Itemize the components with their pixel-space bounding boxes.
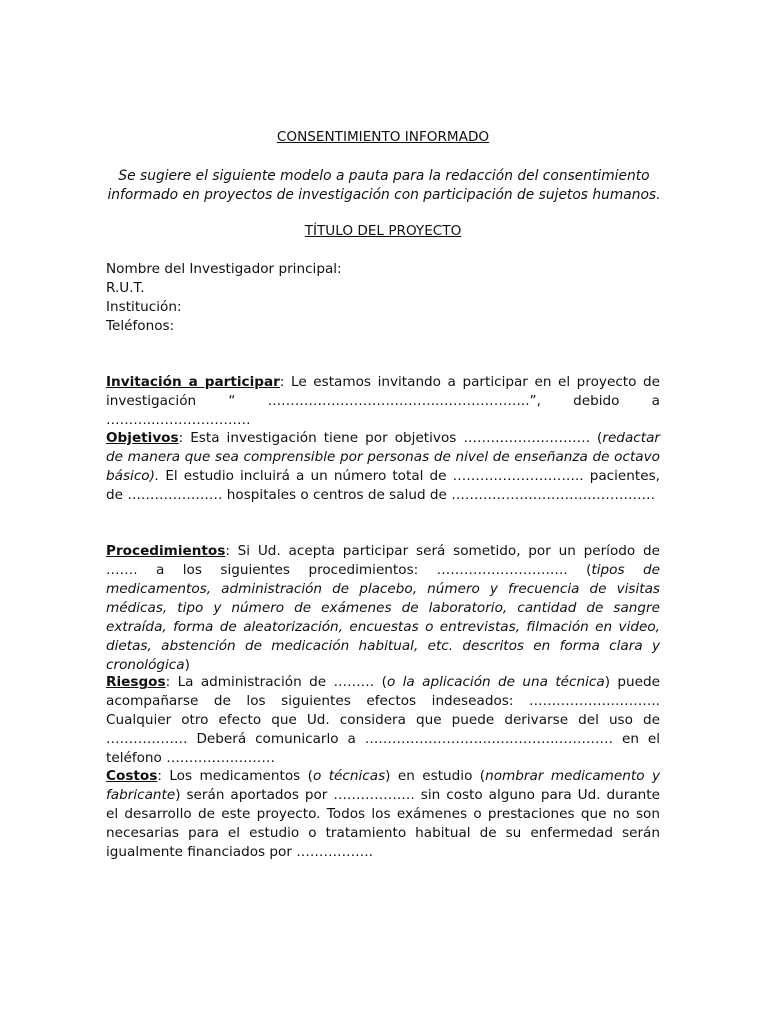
- section-text-costos-1: : Los medicamentos (: [157, 768, 313, 784]
- section-italic-costos-1: o técnicas: [312, 768, 386, 784]
- section-text-costos-2: ) en estudio (: [385, 768, 486, 784]
- phones-label: Teléfonos:: [106, 318, 175, 334]
- investigator-fields: [106, 260, 660, 336]
- investigator-name-label: Nombre del Investigador principal:: [106, 261, 342, 277]
- document-title: CONSENTIMIENTO INFORMADO: [276, 129, 490, 145]
- section-heading-costos: Costos: [106, 768, 158, 784]
- section-italic-objetivos: redactar de manera que sea comprensible por personas de nivel de enseñanza de octavo básico).: [106, 430, 660, 484]
- institution-label: Institución:: [106, 299, 182, 315]
- section-heading-objetivos: Objetivos: [106, 430, 179, 446]
- section-italic-costos-2: nombrar medicamento y fabricante: [106, 768, 660, 803]
- section-text-invitacion: : Le estamos invitando a participar en el proyecto de investigación “ ………………………………..………………..”, debido a ………..…………………: [106, 374, 660, 428]
- section-text-riesgos-2: ) puede acompañarse de los siguientes efectos indeseados: ……………………….. Cualquier otro efecto que Ud. considera que puede derivarse del uso de ……………… Deberá comunicarlo a ………………………..…………..………… en el teléfono ……………………: [106, 674, 660, 766]
- section-italic-riesgos: o la aplicación de una técnica: [386, 674, 605, 690]
- section-text-costos-3: ) serán aportados por ……………… sin costo alguno para Ud. durante el desarrollo de este proyecto. Todos los exámenes o prestaciones que no son necesarias para el estudio o tratamiento habitual de su enfermedad serán igualmente financiados por ……………..: [106, 787, 660, 860]
- section-riesgos: [106, 673, 660, 768]
- document-subtitle: Se sugiere el siguiente modelo a pauta para la redacción del consentimiento informado en proyectos de investigación con participación de sujetos humanos.: [107, 168, 661, 203]
- rut-label: R.U.T.: [106, 280, 145, 296]
- section-italic-procedimientos: tipos de medicamentos, administración de placebo, número y frecuencia de visitas médicas, tipo y número de exámenes de laboratorio, cantidad de sangre extraída, forma de aleatorización, encuestas o entrevistas, filmación en video, dietas, abstención de medicación habitual, etc. descritos en forma clara y cronológica: [106, 562, 660, 673]
- section-text-objetivos-1: : Esta investigación tiene por objetivos ………………………. (: [178, 430, 603, 446]
- section-text-procedimientos-2: ): [184, 657, 190, 673]
- section-heading-invitacion: Invitación a participar: [106, 374, 280, 390]
- section-objetivos: [106, 429, 660, 505]
- section-heading-procedimientos: Procedimientos: [106, 543, 226, 559]
- section-procedimientos: [106, 542, 660, 675]
- section-text-procedimientos-1: : Si Ud. acepta participar será sometido, por un período de ……. a los siguientes procedimientos: ……………………….. (: [106, 543, 660, 578]
- section-heading-riesgos: Riesgos: [106, 674, 166, 690]
- section-invitacion: [106, 373, 660, 430]
- section-text-riesgos-1: : La administración de ……… (: [165, 674, 387, 690]
- section-costos: [106, 767, 660, 862]
- section-text-objetivos-2: El estudio incluirá a un número total de ……………………….. pacientes, de ………………… hospitales o centros de salud de ………………………………………: [106, 468, 660, 503]
- project-title-heading: TÍTULO DEL PROYECTO: [304, 223, 462, 239]
